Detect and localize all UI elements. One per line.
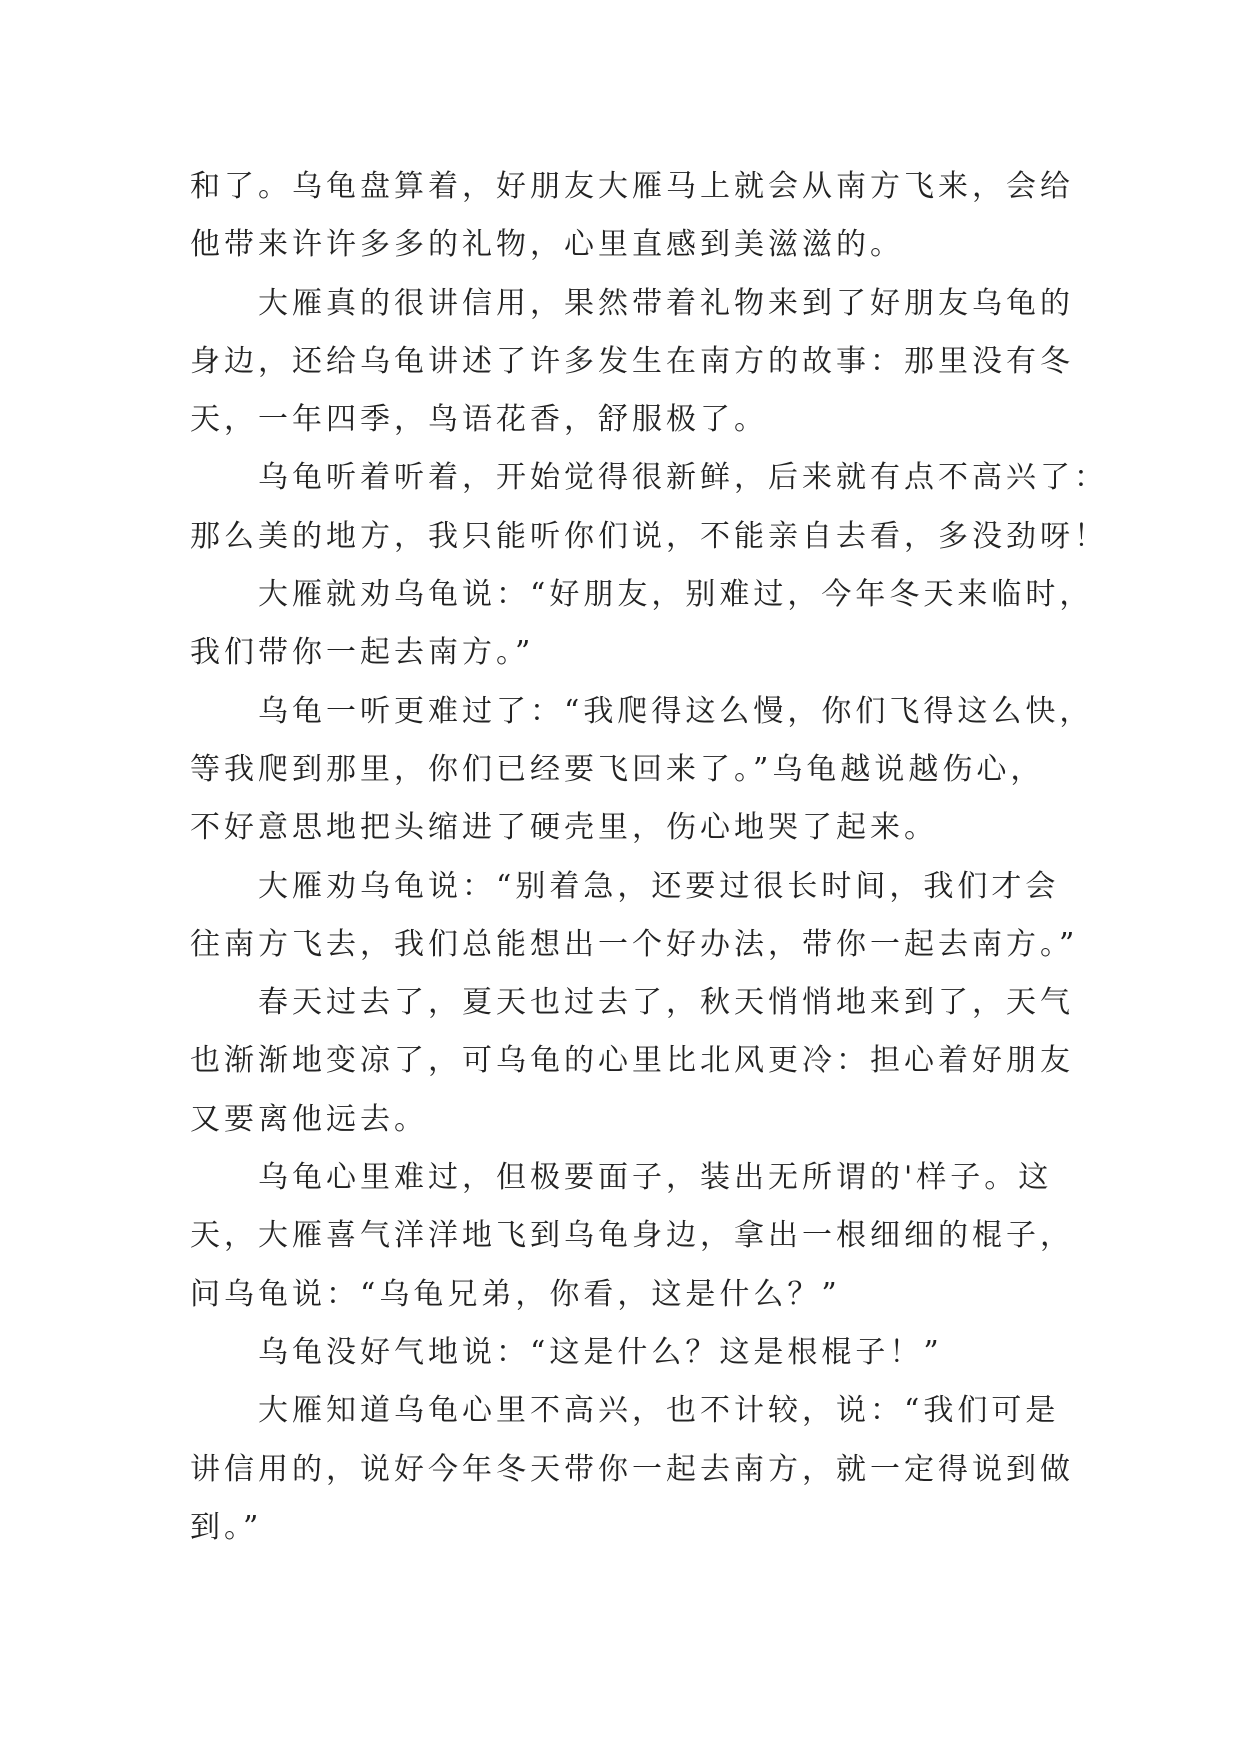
- text-line: 身边，还给乌龟讲述了许多发生在南方的故事：那里没有冬: [190, 343, 1074, 379]
- text-line: 问乌龟说：“乌龟兄弟，你看，这是什么？”: [190, 1276, 841, 1312]
- text-line: 讲信用的，说好今年冬天带你一起去南方，就一定得说到做: [190, 1451, 1074, 1487]
- text-line: 也渐渐地变凉了，可乌龟的心里比北风更冷：担心着好朋友: [190, 1043, 1074, 1079]
- text-line: 大雁就劝乌龟说：“好朋友，别难过，今年冬天来临时，: [258, 577, 1094, 613]
- text-line: 到。”: [190, 1509, 263, 1545]
- text-line: 和了。乌龟盘算着，好朋友大雁马上就会从南方飞来，会给: [190, 169, 1074, 204]
- text-line: 不好意思地把头缩进了硬壳里，伤心地哭了起来。: [190, 810, 938, 846]
- text-line: 等我爬到那里，你们已经要飞回来了。”乌龟越说越伤心，: [190, 751, 1045, 787]
- text-line: 乌龟心里难过，但极要面子，装出无所谓的'样子。这: [258, 1160, 1053, 1196]
- text-line: 乌龟一听更难过了：“我爬得这么慢，你们飞得这么快，: [258, 693, 1094, 729]
- text-line: 大雁知道乌龟心里不高兴，也不计较，说：“我们可是: [258, 1393, 1060, 1429]
- text-line: 又要离他远去。: [190, 1101, 428, 1137]
- text-line: 那么美的地方，我只能听你们说，不能亲自去看，多没劲呀！: [190, 518, 1108, 554]
- text-line: 天，一年四季，鸟语花香，舒服极了。: [190, 402, 768, 438]
- text-line: 乌龟没好气地说：“这是什么？这是根棍子！”: [258, 1334, 943, 1370]
- text-line: 大雁劝乌龟说：“别着急，还要过很长时间，我们才会: [258, 868, 1060, 904]
- text-line: 乌龟听着听着，开始觉得很新鲜，后来就有点不高兴了：: [258, 460, 1108, 496]
- text-line: 他带来许许多多的礼物，心里直感到美滋滋的。: [190, 227, 904, 263]
- text-line: 大雁真的很讲信用，果然带着礼物来到了好朋友乌龟的: [258, 285, 1074, 321]
- text-line: 天，大雁喜气洋洋地飞到乌龟身边，拿出一根细细的棍子，: [190, 1218, 1074, 1254]
- text-line: 春天过去了，夏天也过去了，秋天悄悄地来到了，天气: [258, 985, 1074, 1021]
- text-line: 往南方飞去，我们总能想出一个好办法，带你一起去南方。”: [190, 926, 1079, 962]
- story-text: [190, 158, 1108, 1557]
- text-line: 我们带你一起去南方。”: [190, 635, 535, 671]
